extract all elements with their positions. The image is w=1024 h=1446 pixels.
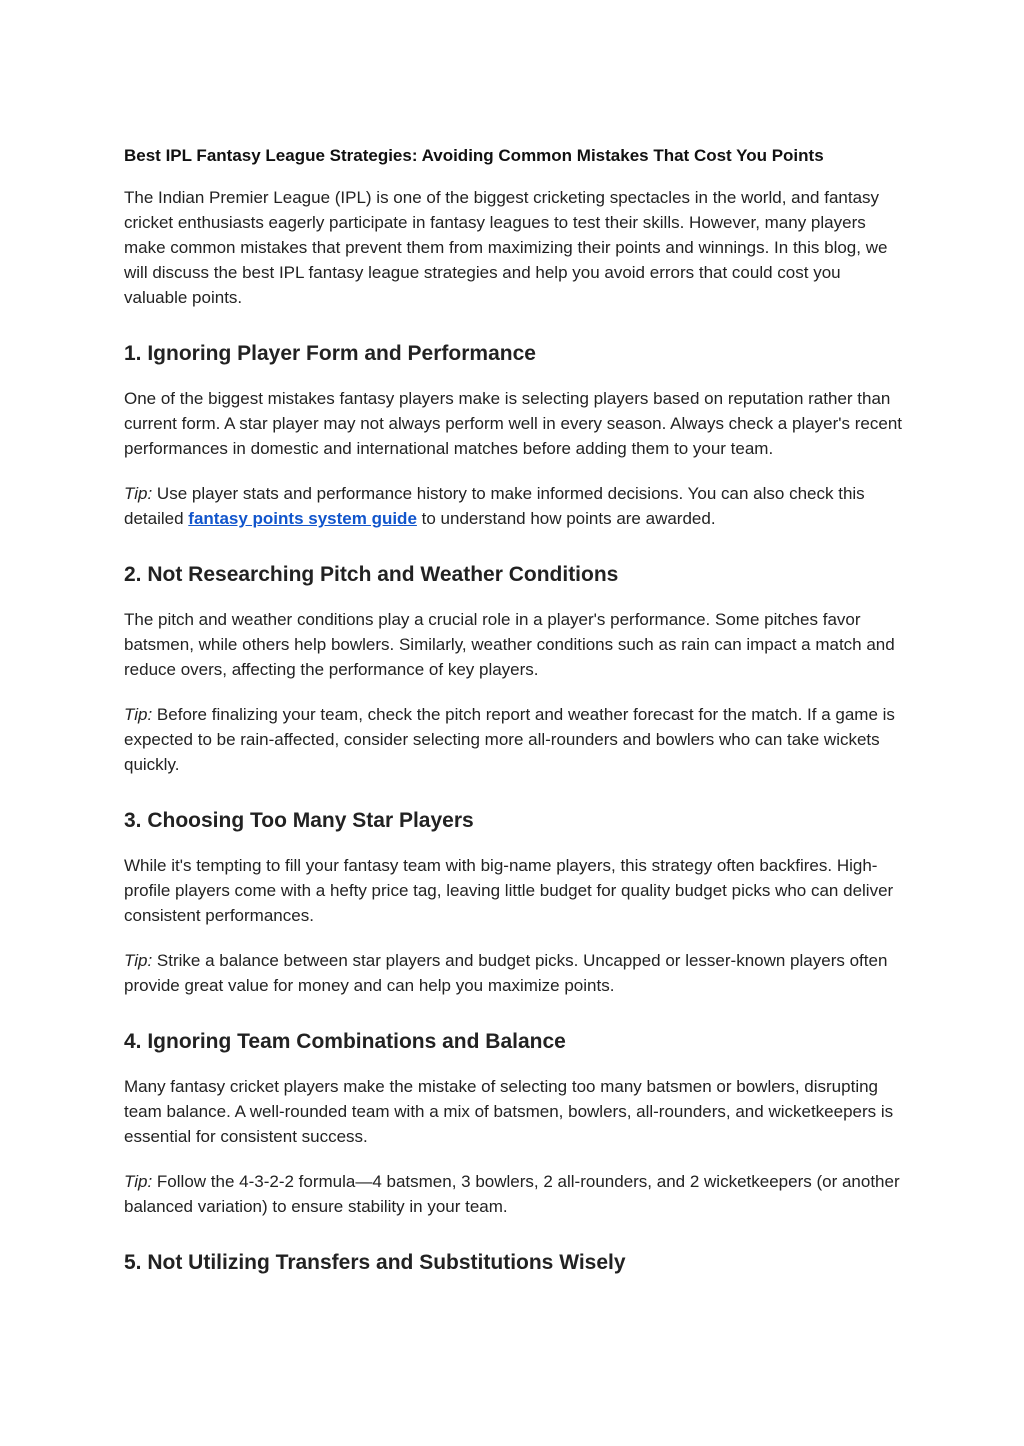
section-1-heading: 1. Ignoring Player Form and Performance (124, 342, 536, 365)
section-4-body: Many fantasy cricket players make the mistake of selecting too many batsmen or bowlers, disrupting team balance. A well-rounded team with a mix of batsmen, bowlers, all-rounders, and wicketkeepers is essential for consistent success. (124, 1077, 894, 1146)
intro-paragraph: The Indian Premier League (IPL) is one of the biggest cricketing spectacles in the world, and fantasy cricket enthusiasts eagerly participate in fantasy leagues to test their skills. However, many players make common mistakes that prevent them from maximizing their points and winnings. In this blog, we will discuss the best IPL fantasy league strategies and help you avoid errors that could cost you valuable points. (124, 188, 888, 307)
section-2-body: The pitch and weather conditions play a crucial role in a player's performance. Some pitches favor batsmen, while others help bowlers. Similarly, weather conditions such as rain can impact a match and reduce overs, affecting the performance of key players. (124, 610, 895, 679)
tip-label: Tip: (124, 1172, 153, 1191)
section-3-body: While it's tempting to fill your fantasy team with big-name players, this strategy often backfires. High-profile players come with a hefty price tag, leaving little budget for quality budget picks who can deliver consistent performances. (124, 856, 894, 925)
tip-text-before-link: Use player stats and performance history to make informed decisions. You can also check this detailed (124, 484, 865, 528)
tip-label: Tip: (124, 484, 153, 503)
tip-text: Strike a balance between star players and budget picks. Uncapped or lesser-known players often provide great value for money and can help you maximize points. (124, 951, 888, 995)
section-1-tip (124, 481, 904, 531)
section-3-heading: 3. Choosing Too Many Star Players (124, 809, 474, 832)
tip-text: Before finalizing your team, check the pitch report and weather forecast for the match. If a game is expected to be rain-affected, consider selecting more all-rounders and bowlers who can take wickets quickly. (124, 705, 895, 774)
section-1-body: One of the biggest mistakes fantasy players make is selecting players based on reputation rather than current form. A star player may not always perform well in every season. Always check a player's recent performances in domestic and international matches before adding them to your team. (124, 389, 903, 458)
section-4-tip (124, 1169, 904, 1219)
tip-text: Follow the 4-3-2-2 formula—4 batsmen, 3 bowlers, 2 all-rounders, and 2 wicketkeepers (or another balanced variation) to ensure stability in your team. (124, 1172, 900, 1216)
section-2-tip (124, 702, 904, 777)
tip-text-after-link: to understand how points are awarded. (416, 509, 716, 528)
document-title: Best IPL Fantasy League Strategies: Avoiding Common Mistakes That Cost You Points (124, 146, 824, 165)
section-3-tip (124, 948, 904, 998)
section-5-heading: 5. Not Utilizing Transfers and Substitutions Wisely (124, 1251, 626, 1274)
section-2-heading: 2. Not Researching Pitch and Weather Conditions (124, 563, 619, 586)
section-4-heading: 4. Ignoring Team Combinations and Balance (124, 1030, 566, 1053)
fantasy-points-guide-link[interactable]: fantasy points system guide (188, 509, 417, 528)
tip-label: Tip: (124, 705, 153, 724)
document-page (124, 143, 904, 1295)
tip-label: Tip: (124, 951, 153, 970)
